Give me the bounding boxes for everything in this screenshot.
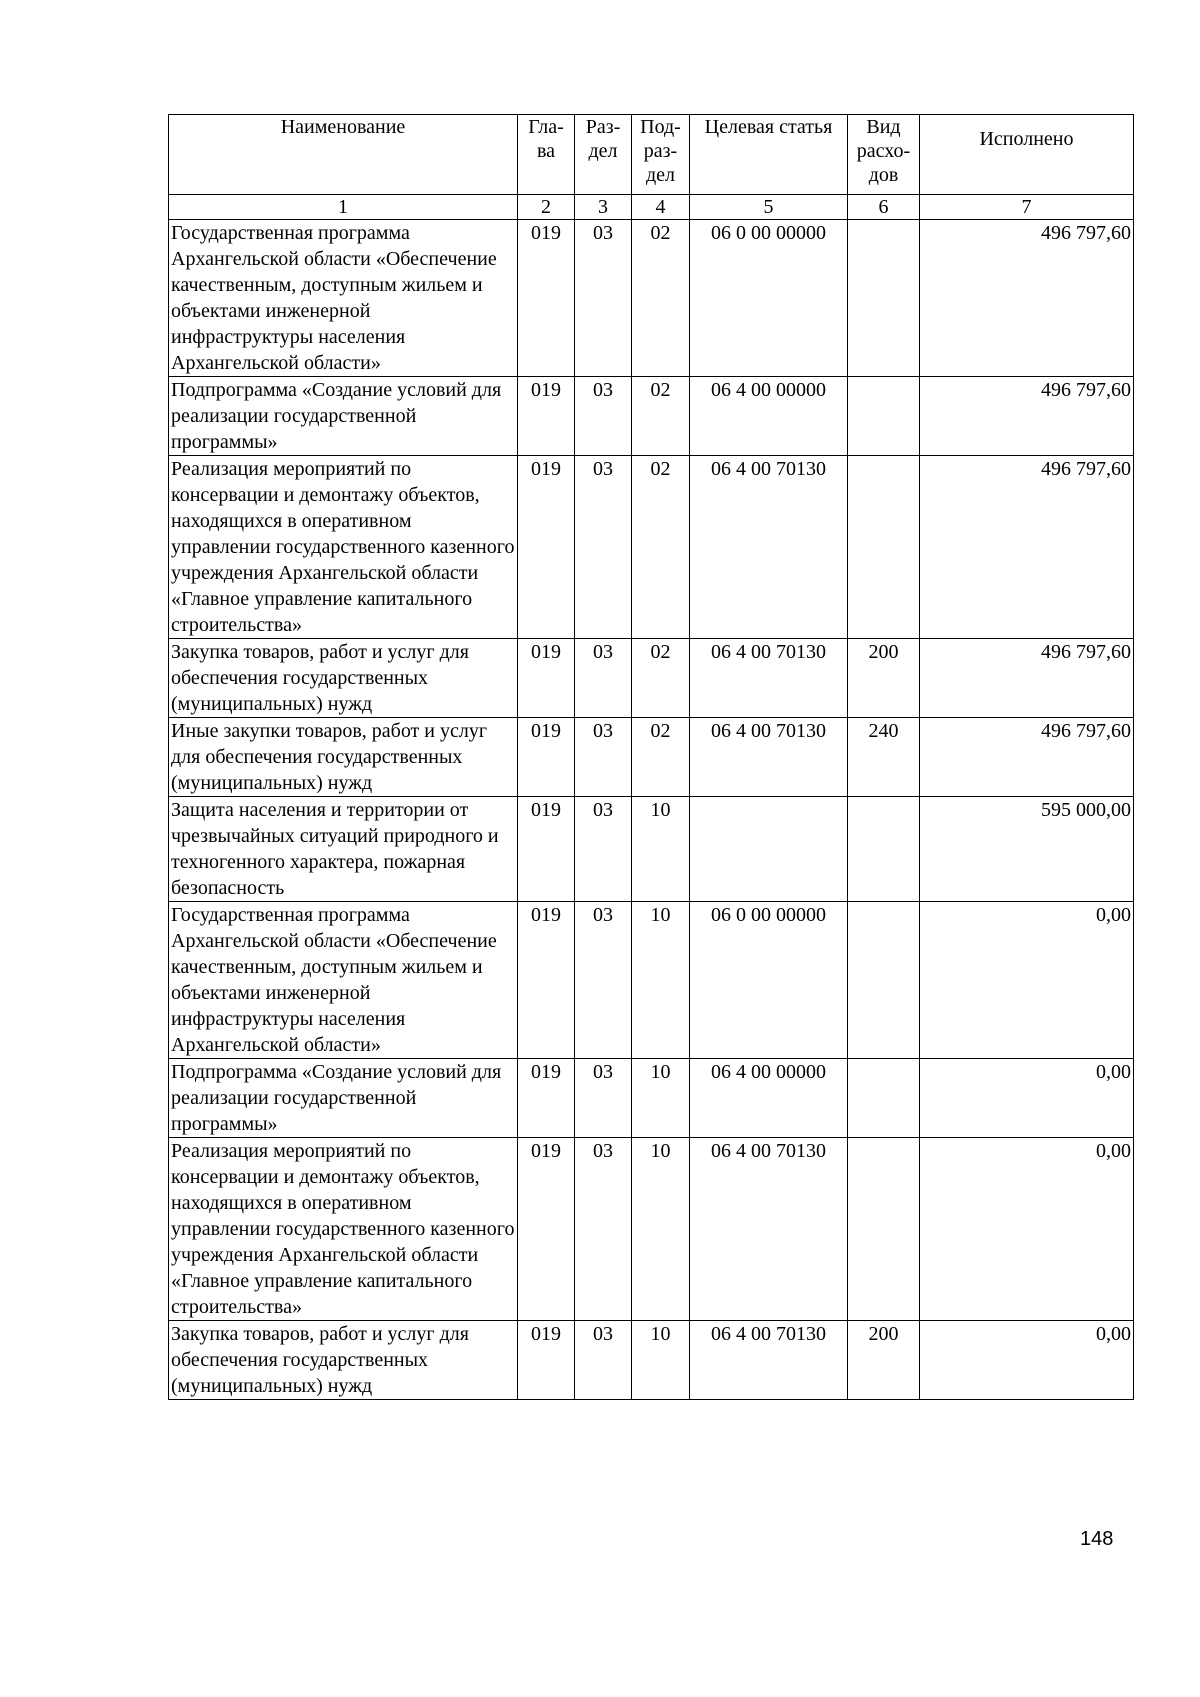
column-number: 3 [575,195,632,220]
cell-target: 06 4 00 70130 [690,718,848,797]
table-row [169,718,1134,797]
column-number-row [169,195,1134,220]
cell-vid [848,1059,920,1138]
cell-executed: 496 797,60 [920,377,1134,456]
cell-glava: 019 [518,797,575,902]
header-glava: Гла- ва [518,115,575,195]
column-number: 1 [169,195,518,220]
cell-name: Закупка товаров, работ и услуг для обеспечения государственных (муниципальных) нужд [169,639,518,718]
cell-razdel: 03 [575,456,632,639]
table-row [169,1321,1134,1400]
cell-razdel: 03 [575,1138,632,1321]
cell-executed: 0,00 [920,1138,1134,1321]
cell-podrazdel: 02 [632,639,690,718]
cell-vid: 240 [848,718,920,797]
cell-glava: 019 [518,377,575,456]
budget-table [168,114,1134,1400]
table-row [169,1138,1134,1321]
header-vid: Вид расхо- дов [848,115,920,195]
cell-executed: 496 797,60 [920,456,1134,639]
cell-name: Защита населения и территории от чрезвычайных ситуаций природного и техногенного характера, пожарная безопасность [169,797,518,902]
header-razdel: Раз- дел [575,115,632,195]
header-name: Наименование [169,115,518,195]
cell-razdel: 03 [575,639,632,718]
cell-razdel: 03 [575,797,632,902]
cell-vid [848,377,920,456]
cell-name: Реализация мероприятий по консервации и демонтажу объектов, находящихся в оперативном управлении государственного казенного учреждения Архангельской области «Главное управление капитального строительства» [169,456,518,639]
cell-target: 06 0 00 00000 [690,902,848,1059]
cell-podrazdel: 02 [632,718,690,797]
cell-executed: 0,00 [920,1059,1134,1138]
cell-razdel: 03 [575,902,632,1059]
table-row [169,220,1134,377]
header-executed: Исполнено [920,115,1134,195]
cell-name: Подпрограмма «Создание условий для реализации государственной программы» [169,1059,518,1138]
cell-podrazdel: 10 [632,1321,690,1400]
cell-vid [848,902,920,1059]
cell-vid [848,456,920,639]
cell-vid [848,797,920,902]
cell-executed: 0,00 [920,902,1134,1059]
cell-vid: 200 [848,1321,920,1400]
cell-glava: 019 [518,718,575,797]
cell-target: 06 4 00 70130 [690,639,848,718]
cell-podrazdel: 10 [632,797,690,902]
cell-podrazdel: 02 [632,377,690,456]
cell-glava: 019 [518,902,575,1059]
column-number: 5 [690,195,848,220]
cell-target: 06 4 00 00000 [690,377,848,456]
cell-razdel: 03 [575,220,632,377]
cell-glava: 019 [518,220,575,377]
cell-target [690,797,848,902]
header-podrazdel: Под- раз- дел [632,115,690,195]
cell-glava: 019 [518,1138,575,1321]
cell-razdel: 03 [575,1321,632,1400]
cell-name: Подпрограмма «Создание условий для реализации государственной программы» [169,377,518,456]
cell-executed: 595 000,00 [920,797,1134,902]
cell-razdel: 03 [575,377,632,456]
cell-executed: 0,00 [920,1321,1134,1400]
cell-podrazdel: 02 [632,220,690,377]
cell-glava: 019 [518,639,575,718]
cell-glava: 019 [518,456,575,639]
cell-podrazdel: 10 [632,1138,690,1321]
table-row [169,1059,1134,1138]
table-row [169,639,1134,718]
column-number: 6 [848,195,920,220]
column-number: 2 [518,195,575,220]
header-target: Целевая статья [690,115,848,195]
cell-name: Реализация мероприятий по консервации и демонтажу объектов, находящихся в оперативном управлении государственного казенного учреждения Архангельской области «Главное управление капитального строительства» [169,1138,518,1321]
cell-target: 06 0 00 00000 [690,220,848,377]
cell-razdel: 03 [575,718,632,797]
page-number: 148 [1080,1528,1114,1550]
cell-vid: 200 [848,639,920,718]
cell-name: Государственная программа Архангельской области «Обеспечение качественным, доступным жильем и объектами инженерной инфраструктуры населения Архангельской области» [169,220,518,377]
cell-target: 06 4 00 70130 [690,1138,848,1321]
cell-executed: 496 797,60 [920,220,1134,377]
cell-target: 06 4 00 00000 [690,1059,848,1138]
cell-podrazdel: 02 [632,456,690,639]
cell-glava: 019 [518,1059,575,1138]
cell-executed: 496 797,60 [920,718,1134,797]
table-row [169,377,1134,456]
table-row [169,797,1134,902]
cell-podrazdel: 10 [632,1059,690,1138]
cell-name: Иные закупки товаров, работ и услуг для обеспечения государственных (муниципальных) нужд [169,718,518,797]
cell-glava: 019 [518,1321,575,1400]
column-number: 4 [632,195,690,220]
cell-podrazdel: 10 [632,902,690,1059]
cell-vid [848,1138,920,1321]
header-row [169,115,1134,195]
cell-target: 06 4 00 70130 [690,1321,848,1400]
cell-name: Закупка товаров, работ и услуг для обеспечения государственных (муниципальных) нужд [169,1321,518,1400]
cell-vid [848,220,920,377]
cell-executed: 496 797,60 [920,639,1134,718]
table-row [169,902,1134,1059]
cell-target: 06 4 00 70130 [690,456,848,639]
column-number: 7 [920,195,1134,220]
table-row [169,456,1134,639]
cell-razdel: 03 [575,1059,632,1138]
cell-name: Государственная программа Архангельской области «Обеспечение качественным, доступным жильем и объектами инженерной инфраструктуры населения Архангельской области» [169,902,518,1059]
